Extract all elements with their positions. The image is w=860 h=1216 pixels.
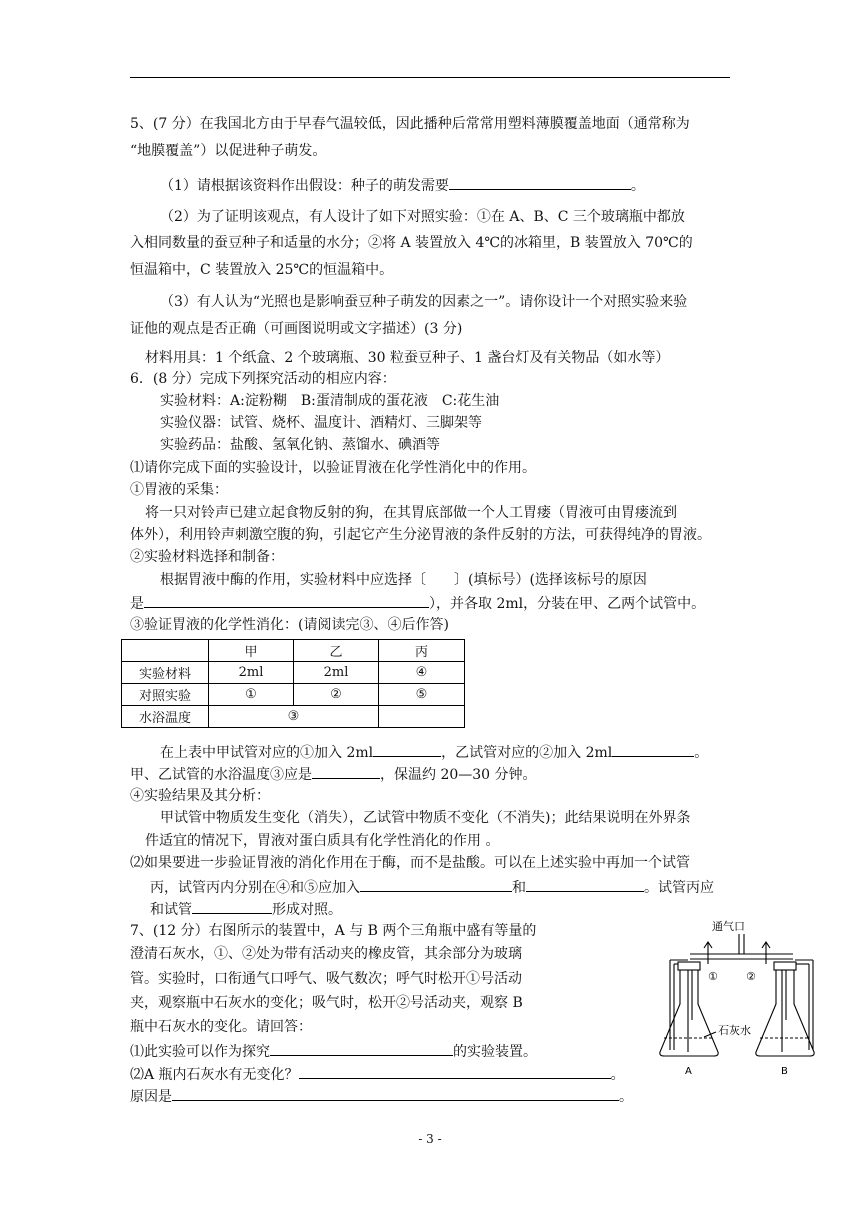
q6-result-line1: 甲试管中物质发生变化（消失），乙试管中物质不变化（不消失)；此结果说明在外界条 (160, 810, 691, 826)
q6-result-line2: 件适宜的情况下，胃液对蛋白质具有化学性消化的作用 。 (145, 833, 500, 849)
page-number: - 3 - (418, 1132, 442, 1146)
q5-part3-line1: （3）有人认为“光照也是影响蚕豆种子萌发的因素之一”。请你设计一个对照实验来验 (160, 294, 688, 310)
table-cell (379, 706, 465, 728)
stopper-a (678, 962, 700, 970)
table-cell: ② (294, 684, 379, 706)
table-cell: ① (209, 684, 294, 706)
q6-title: 6．(8 分）完成下列探究活动的相应内容： (130, 371, 396, 387)
table-cell: 2ml (294, 662, 379, 684)
q7-intro-line3: 管。实验时，口衔通气口呼气、吸气数次；呼气时松开①号活动 (130, 971, 522, 987)
q7-intro-line4: 夹，观察瓶中石灰水的变化；吸气时，松开②号活动夹，观察 B (130, 995, 523, 1011)
q6-section2-line3: 和试管 形成对照。 (150, 899, 342, 919)
q6-step3: ③验证胃液的化学性消化：(请阅读完③、④后作答) (130, 617, 449, 633)
table-cell: 乙 (294, 640, 379, 662)
flask-a-label: A (685, 1066, 692, 1077)
q5-part1: （1）请根据该资料作出假设：种子的萌发需要 。 (160, 175, 645, 195)
q7-question1: ⑴此实验可以作为探究 的实验装置。 (130, 1041, 537, 1061)
answer-blank[interactable] (373, 742, 441, 757)
table-cell (122, 640, 209, 662)
table-row (122, 640, 465, 662)
answer-blank[interactable] (299, 1064, 611, 1079)
q7-intro-line1: 7、(12 分）右图所示的装置中，A 与 B 两个三角瓶中盛有等量的 (130, 923, 537, 939)
q6-table-note-line2: 甲、乙试管的水浴温度③应是 ，保温约 20—30 分钟。 (130, 764, 537, 784)
q6-step2-line2: 是 ），并各取 2ml，分装在甲、乙两个试管中。 (130, 593, 705, 613)
q5-intro-line1: 5、(7 分）在我国北方由于早春气温较低，因此播种后常常用塑料薄膜覆盖地面（通常称为 (130, 116, 690, 132)
flask-b-label: B (781, 1066, 788, 1077)
q5-intro-line2: “地膜覆盖”）以促进种子萌发。 (130, 143, 327, 159)
q5-part3-line2: 证他的观点是否正确（可画图说明或文字描述）(3 分) (130, 321, 463, 337)
table-row (122, 706, 465, 728)
answer-blank[interactable] (172, 1086, 619, 1101)
q7-intro-line2: 澄清石灰水，①、②处为带有活动夹的橡皮管，其余部分为玻璃 (130, 946, 522, 962)
limewater-label: 石灰水 (718, 1024, 751, 1037)
experiment-table (121, 639, 465, 728)
q6-step4: ④实验结果及其分析： (130, 788, 270, 804)
q6-step2-line1: 根据胃液中酶的作用，实验材料中应选择〔 〕(填标号）(选择该标号的原因 (160, 572, 647, 588)
q6-table-note-line1: 在上表中甲试管对应的①加入 2ml ，乙试管对应的②加入 2ml 。 (160, 742, 708, 762)
answer-blank[interactable] (270, 1041, 453, 1056)
answer-blank[interactable] (449, 175, 631, 190)
answer-blank[interactable] (526, 877, 644, 892)
q7-question2: ⑵A 瓶内石灰水有无变化？ 。 (130, 1064, 625, 1084)
q5-materials: 材料用具：1 个纸盒、2 个玻璃瓶、30 粒蚕豆种子、1 盏台灯及有关物品（如水等） (145, 350, 670, 366)
q6-section1: ⑴请你完成下面的实验设计，以验证胃液在化学性消化中的作用。 (130, 460, 536, 476)
q6-reagents: 实验药品：盐酸、氢氧化钠、蒸馏水、碘酒等 (160, 437, 440, 453)
q7-question2-reason: 原因是 。 (130, 1086, 633, 1106)
answer-blank[interactable] (192, 899, 272, 914)
q6-step1-line1: 将一只对铃声已建立起食物反射的狗，在其胃底部做一个人工胃瘘（胃液可由胃瘘流到 (145, 505, 677, 521)
table-cell: ⑤ (379, 684, 465, 706)
table-cell: 甲 (209, 640, 294, 662)
answer-blank[interactable] (144, 593, 429, 608)
q6-instruments: 实验仪器：试管、烧杯、温度计、酒精灯、三脚架等 (160, 415, 482, 431)
q6-section2-line2: 丙，试管丙内分别在④和⑤应加入 和 。试管丙应 (150, 877, 714, 897)
vent-label: 通气口 (712, 920, 745, 933)
q6-materials: 实验材料：A:淀粉糊 B:蛋清制成的蛋花液 C:花生油 (160, 393, 500, 409)
answer-blank[interactable] (612, 742, 694, 757)
q6-step2: ②实验材料选择和制备： (130, 549, 284, 565)
q5-part2-line2: 入相同数量的蚕豆种子和适量的水分；②将 A 装置放入 4℃的冰箱里，B 装置放入 70℃的 (130, 235, 693, 251)
flask-b (756, 966, 814, 1056)
table-cell: 对照实验 (122, 684, 209, 706)
q6-step1-line2: 体外），利用铃声刺激空腹的狗，引起它产生分泌胃液的条件反射的方法，可获得纯净的胃液。 (130, 527, 711, 543)
q7-intro-line5: 瓶中石灰水的变化。请回答： (130, 1019, 312, 1035)
q6-step1: ①胃液的采集： (130, 482, 228, 498)
clamp-1[interactable] (704, 942, 712, 964)
clamp-2-label: ② (746, 970, 756, 983)
table-cell: ④ (379, 662, 465, 684)
answer-blank[interactable] (312, 764, 380, 779)
clamp-1-label: ① (708, 970, 718, 983)
table-cell: 水浴温度 (122, 706, 209, 728)
clamp-2[interactable] (762, 942, 770, 964)
stopper-b (774, 962, 796, 970)
table-cell: 2ml (209, 662, 294, 684)
table-cell: ③ (209, 706, 379, 728)
table-cell: 实验材料 (122, 662, 209, 684)
q5-part2-line3: 恒温箱中，C 装置放入 25℃的恒温箱中。 (130, 262, 394, 278)
apparatus-figure (650, 920, 820, 1100)
q6-section2-line1: ⑵如果要进一步验证胃液的消化作用在于酶，而不是盐酸。可以在上述实验中再加一个试管 (130, 855, 690, 871)
table-row (122, 684, 465, 706)
table-row (122, 662, 465, 684)
q5-part2-line1: （2）为了证明该观点，有人设计了如下对照实验：①在 A、B、C 三个玻璃瓶中都放 (160, 209, 685, 225)
answer-blank[interactable] (360, 877, 512, 892)
table-cell: 丙 (379, 640, 465, 662)
header-rule (130, 77, 730, 78)
